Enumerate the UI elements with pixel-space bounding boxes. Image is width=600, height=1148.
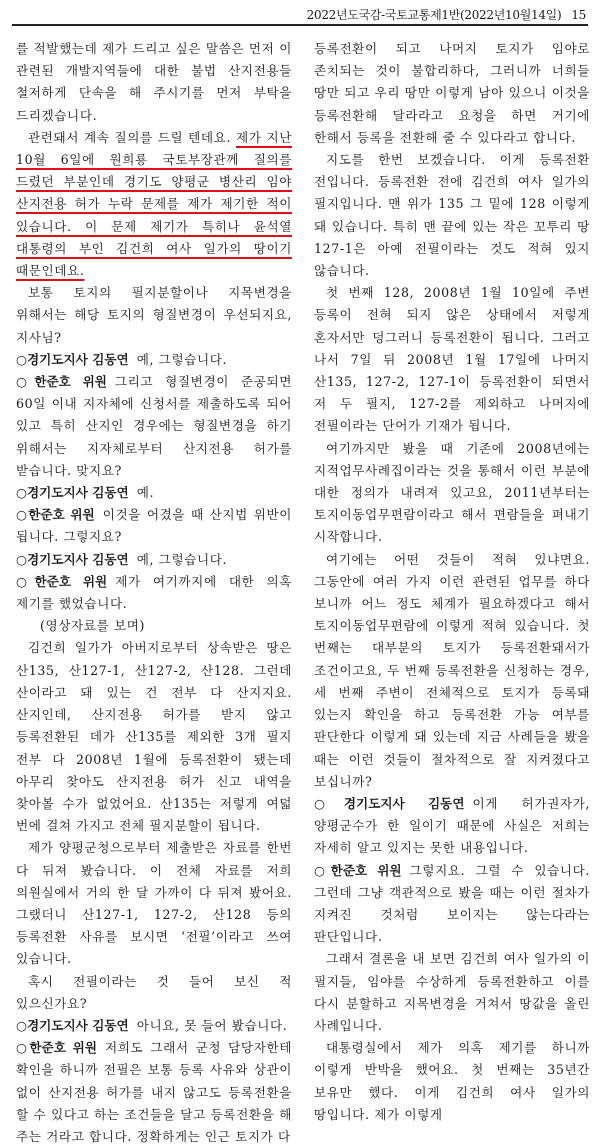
dialogue-line [16,1037,292,1148]
paragraph: 를 적발했는데 제가 드리고 싶은 말씀은 먼저 이 관련된 개발지역들에 대한 불법 산지전용들 철저하게 단속을 해 주시기를 먼저 부탁을 드리겠습니다. [16,41,292,123]
speech-text: 제가 여기까지에 대한 의혹 제기를 했었습니다. [16,573,293,612]
speaker-name: ○한준호 위원 [16,573,108,589]
paragraph: 지도를 한번 보겠습니다. 이게 등록전환 전입니다. 등록전환 전에 김건희 여사 일가의 필지입니다. 맨 위가 135 그 밑에 128 이렇게 돼 있습니다. 특히 맨 끝에 있는 작은 꼬투리 땅 127-1은 아예 전필이라는 것도 적혀 있지 않습니다. [314,152,590,279]
dialogue-line [314,793,590,860]
speaker-name: ○경기도지사 김동연 [16,551,129,567]
dialogue-line [16,571,292,615]
speaker-name: ○한준호 위원 [314,862,402,878]
paragraph-highlighted [16,127,292,282]
page-header [12,0,588,26]
stage-direction: (영상자료를 보며) [40,618,145,634]
paragraph: 등록전환이 되고 나머지 토지가 임야로 존치되는 것이 불합리하다, 그러니까 너희들 땅만 되고 우리 땅만 이렇게 남아 있으니 이것을 등록전환해 달라라고 요청을 하면 거기에 한해서 등록을 전환해 줄 수 있다라고 합니다. [314,41,590,145]
speech-text: 그리고 형질변경이 준공되면 60일 이내 지자체에 신청서를 제출하도록 되어 있고 특히 산지인 경우에는 형질변경을 하기 위해서는 지자체로부터 산지전용 허가를 받습니다. 맞지요? [16,374,292,478]
left-column [16,38,292,1148]
paragraph: 김건희 일가가 아버지로부터 상속받은 땅은 산135, 산127-1, 산127-2, 산128. 그런데 산이라고 돼 있는 건 전부 다 산지지요. 산지인데, 산지전용 허가를 받지 않고 등록전환된 데가 산135를 제외한 3개 필지 전부 다 2008년 1월에 등록전환이 됐는데 아무리 찾아도 산지전용 허가 신고 내역을 찾아볼 수가 없었어요. 산135는 저렇게 여덟 번에 걸쳐 가지고 전체 필지분할이 됩니다. [16,640,292,834]
speech-text: 예, 그렇습니다. [136,351,228,367]
speech-text: 아니요, 못 들어 봤습니다. [136,1017,288,1033]
speech-text: 이게 허가권자가, 양평군수가 한 일이기 때문에 사실은 저희는 자세히 알고 있지는 못한 내용입니다. [314,795,590,856]
dialogue-line [16,349,292,371]
paragraph: 그래서 결론을 내 보면 김건희 여사 일가의 이 필지들, 임야를 수상하게 등록전환하고 이를 다시 분할하고 지목변경을 거쳐서 땅값을 올린 사례입니다. [314,951,590,1033]
header-text [307,6,586,23]
right-column [314,38,590,1126]
speaker-name: ○한준호 위원 [16,374,107,390]
dialogue-line [314,860,590,949]
speaker-name: ○경기도지사 김동연 [314,795,465,811]
speaker-name: ○한준호 위원 [16,507,95,523]
paragraph: 첫 번째 128, 2008년 1월 10일에 주변 등록이 전혀 되지 않은 상태에서 저렇게 혼자서만 덩그러니 등록전환이 됩니다. 그러고 나서 7일 뒤 2008년 1월 17일에 나머지 산135, 127-2, 127-1이 등록전환이 되면서 저 두 필지, 127-2를 제외하고 나머지에 전필이라는 단어가 기재가 됩니다. [314,285,590,434]
paragraph: 혹시 전필이라는 것 들어 보신 적 있으신가요? [16,973,292,1011]
paragraph: 대통령실에서 제가 의혹 제기를 하니까 이렇게 반박을 했어요. 첫 번째는 35년간 보유만 했다. 이게 김건희 여사 일가의 땅입니다. 제가 이렇게 [314,1040,590,1122]
speech-text: 예, 그렇습니다. [136,551,228,567]
dialogue-line [16,504,292,548]
paragraph: 여기까지만 봤을 때 기존에 2008년에는 지적업무사례집이라는 것을 통해서 이런 부분에 대한 정의가 내려져 있고요, 2011년부터는 토지이동업무편람이라고 해서 편람들을 펴내기 시작합니다. [314,440,590,545]
dialogue-line [16,371,292,482]
speaker-name: ○경기도지사 김동연 [16,351,129,367]
red-underlined-text: 제가 지난 10월 6일에 원희룡 국토부장관께 질의를 드렸던 부분인데 경기도 양평군 병산리 임야 산지전용 허가 누락 문제를 제가 제기한 적이 있습니다. 이 문제 제기가 특히나 윤석열 대통령의 부인 김건희 여사 일가의 땅이기 때문인데요. [16,129,292,279]
dialogue-line [16,1015,292,1037]
speech-text: 저희도 그래서 군청 담당자한테 확인을 하니까 전필은 보통 등록 사유와 상관이 없이 산지전용 허가를 내지 않고도 등록전환을 할 수 있다고 하는 조건들을 달고 등록전환을 해 주는 거라고 합니다. 정확하게는 인근 토지가 다 [16,1040,292,1144]
page-number: 15 [571,8,586,22]
speech-text: 그렇지요. 그럴 수 있습니다. 그런데 그냥 객관적으로 봤을 때는 이런 절차가 지켜진 것처럼 보이지는 않는다라는 판단입니다. [314,862,590,945]
speaker-name: ○경기도지사 김동연 [16,1017,129,1033]
speech-text: 예. [136,485,155,501]
speaker-name: ○한준호 위원 [16,1040,98,1056]
speaker-name: ○경기도지사 김동연 [16,485,129,501]
document-title: 2022년도국감-국토교통제1반(2022년10월14일) [306,8,562,22]
dialogue-line [16,549,292,571]
dialogue-line [16,482,292,504]
speech-text: 이것을 어겼을 때 산지법 위반이 됩니다. 그렇지요? [16,507,293,545]
paragraph-text: 관련돼서 계속 질의를 드릴 텐데요. [28,129,236,145]
paragraph: 여기에는 어떤 것들이 적혀 있냐면요. 그동안에 여러 가지 이런 관련된 업무를 하다 보니까 어느 정도 체계가 필요하겠다고 해서 토지이동업무편람에 이렇게 적혀 있습니다. 첫 번째는 대부분의 토지가 등록전환돼서가 조건이고요, 두 번째 등록전환을 신청하는 경우, 세 번째 주변이 전체적으로 토지가 등록돼 있는지 확인을 하고 등록전환 가능 여부를 판단한다 이렇게 돼 있는데 지금 사례들을 봤을 때는 이런 것들이 절차적으로 잘 지켜졌다고 보십니까? [314,551,590,789]
paragraph: 제가 양평군청으로부터 제출받은 자료를 한번 다 뒤져 봤습니다. 이 전체 자료를 저희 의원실에서 거의 한 달 가까이 다 뒤져 봤어요. 그랬더니 산127-1, 127-2, 산128 등의 등록전환 사유를 보시면 ‘전필’이라고 쓰여 있습니다. [16,840,292,967]
paragraph: 보통 토지의 필지분할이나 지목변경을 위해서는 해당 토지의 형질변경이 우선되지요, 지사님? [16,285,292,345]
